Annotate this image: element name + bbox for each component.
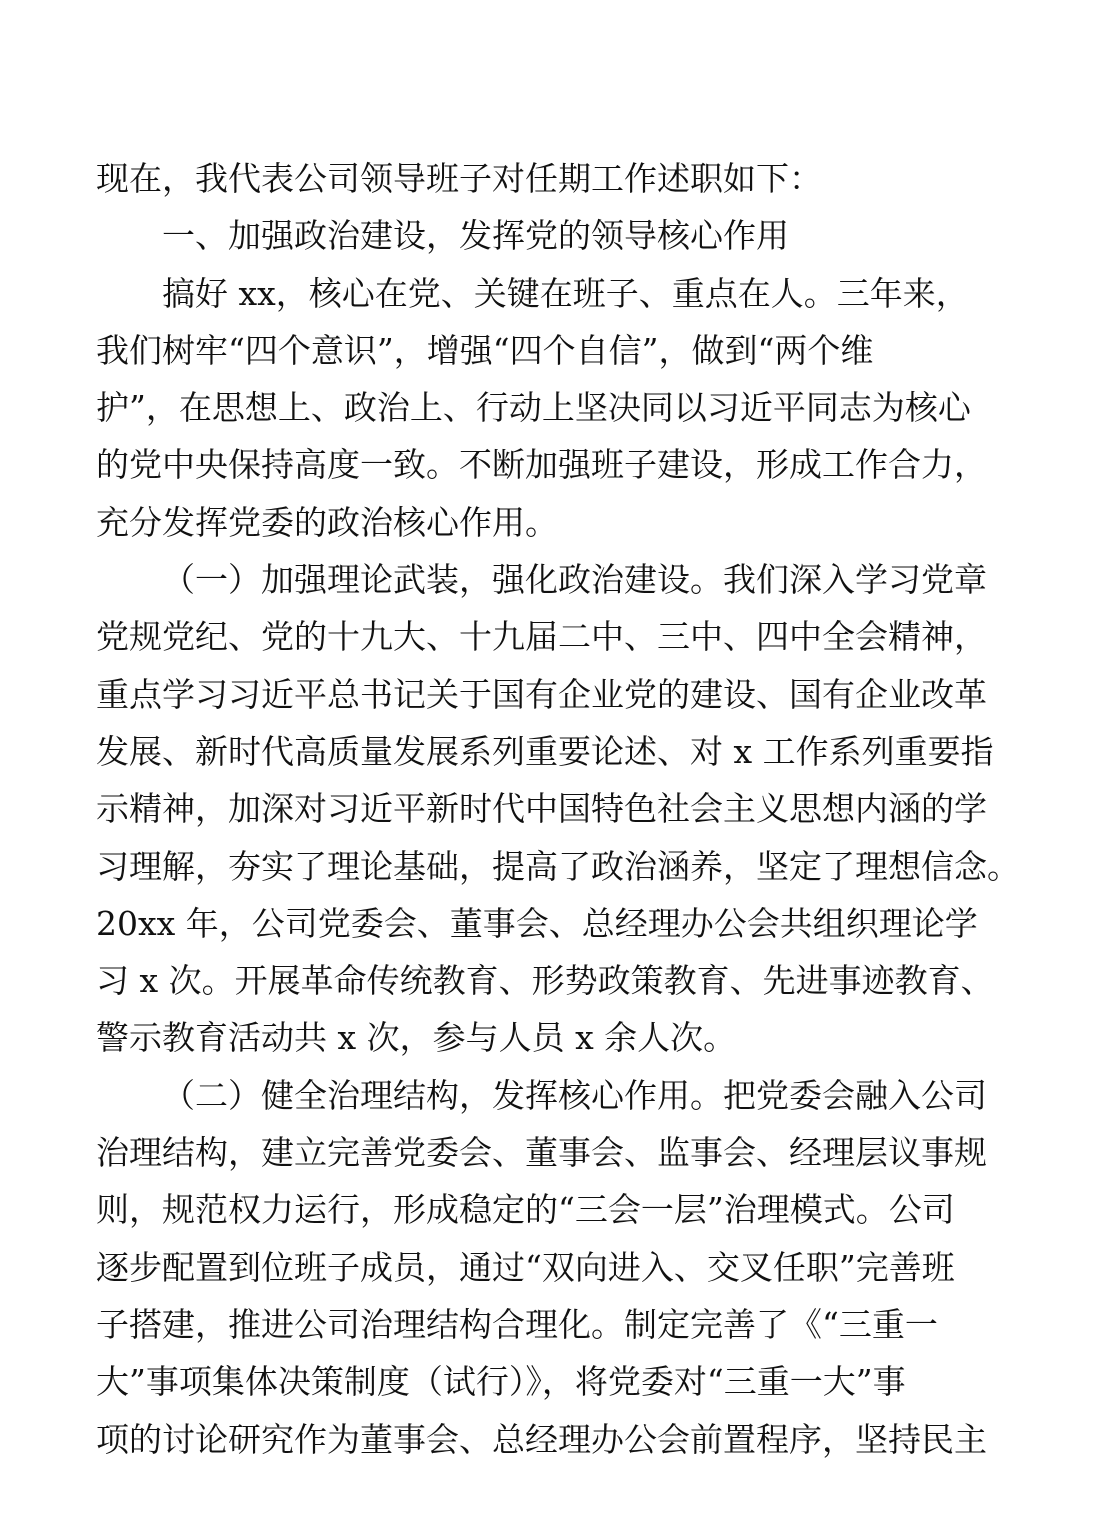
text-line: 习理解，夯实了理论基础，提高了政治涵养，坚定了理想信念。 xyxy=(96,846,1020,886)
document-body xyxy=(96,150,1020,1468)
subsection-paragraph-start: （二）健全治理结构，发挥核心作用。把党委会融入公司 xyxy=(162,1075,987,1115)
text-line: 重点学习习近平总书记关于国有企业党的建设、国有企业改革 xyxy=(96,674,987,714)
text-line: 项的讨论研究作为董事会、总经理办公会前置程序，坚持民主 xyxy=(96,1419,987,1459)
section-heading: 一、加强政治建设，发挥党的领导核心作用 xyxy=(162,216,789,256)
text-line: 则，规范权力运行，形成稳定的“三会一层”治理模式。公司 xyxy=(96,1190,955,1230)
text-line: 20xx 年，公司党委会、董事会、总经理办公会共组织理论学 xyxy=(96,903,978,943)
text-line: 治理结构，建立完善党委会、董事会、监事会、经理层议事规 xyxy=(96,1133,987,1173)
text-line: 现在，我代表公司领导班子对任期工作述职如下： xyxy=(96,159,822,198)
text-line: 充分发挥党委的政治核心作用。 xyxy=(96,502,558,542)
text-line: 的党中央保持高度一致。不断加强班子建设，形成工作合力， xyxy=(96,445,987,485)
text-line: 逐步配置到位班子成员，通过“双向进入、交叉任职”完善班 xyxy=(96,1247,955,1287)
text-line: 示精神，加深对习近平新时代中国特色社会主义思想内涵的学 xyxy=(96,789,987,829)
subsection-paragraph-start: （一）加强理论武装，强化政治建设。我们深入学习党章 xyxy=(162,560,987,600)
text-line: 搞好 xx，核心在党、关键在班子、重点在人。三年来， xyxy=(162,273,969,313)
text-line: 习 x 次。开展革命传统教育、形势政策教育、先进事迹教育、 xyxy=(96,961,994,1001)
text-line: 子搭建，推进公司治理结构合理化。制定完善了《“三重一 xyxy=(96,1304,938,1344)
text-line: 大”事项集体决策制度（试行）》，将党委对“三重一大”事 xyxy=(96,1362,906,1402)
text-line: 我们树牢“四个意识”，增强“四个自信”，做到“两个维 xyxy=(96,330,874,370)
text-line: 护”，在思想上、政治上、行动上坚决同以习近平同志为核心 xyxy=(96,388,971,428)
text-line: 警示教育活动共 x 次，参与人员 x 余人次。 xyxy=(96,1018,737,1058)
text-line: 党规党纪、党的十九大、十九届二中、三中、四中全会精神， xyxy=(96,617,987,657)
text-line: 发展、新时代高质量发展系列重要论述、对 x 工作系列重要指 xyxy=(96,731,994,771)
